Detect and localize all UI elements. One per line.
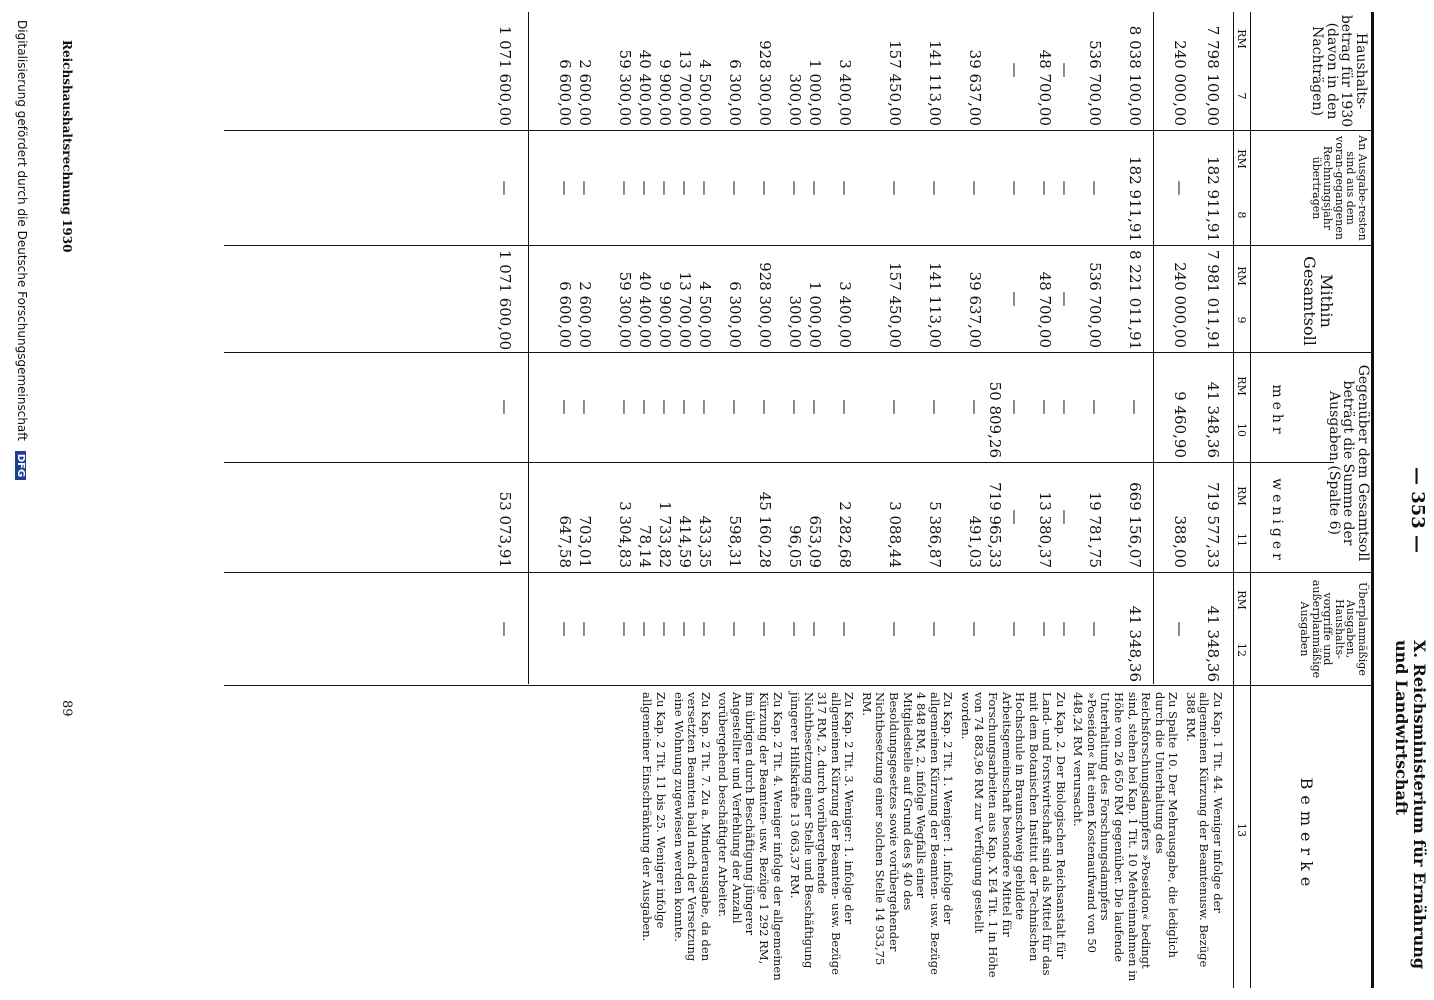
col10-number: 10	[1235, 423, 1248, 437]
table-cell-c12: —	[636, 621, 654, 637]
table-cell-c11: 703,01	[576, 515, 594, 568]
table-cell-c10: —	[1006, 399, 1024, 415]
col12-header: Überplanmäßige Ausgaben, Haushalts-vorgriffe und außerplanmäßige Ausgaben	[1298, 579, 1369, 679]
table-cell-c11: 19 781,75	[1086, 491, 1104, 568]
col7-header: Haushalts-betrag für 1930 (davon in den Nachträgen)	[1308, 14, 1369, 128]
table-cell-c12: 41 348,36	[1204, 605, 1222, 682]
table-cell-c12: —	[676, 621, 694, 637]
table-cell-c7: 6 600,00	[556, 59, 574, 126]
table-cell-c11: 96,05	[786, 525, 804, 568]
total-rule	[1153, 12, 1154, 684]
table-cell-c9: 1 071 600,00	[496, 250, 514, 351]
col10-header: mehr	[1269, 384, 1285, 438]
table-cell-c10: —	[1036, 399, 1054, 415]
col11-number: 11	[1235, 533, 1248, 547]
col13-header: Bemerke	[1297, 777, 1316, 893]
table-cell-c9: 240 000,00	[1171, 262, 1189, 348]
table-cell-c8: —	[926, 180, 944, 196]
table-cell-c10: —	[886, 399, 904, 415]
table-cell-c11: 3 304,83	[616, 501, 634, 568]
col8-unit: RM	[1235, 149, 1248, 169]
table-cell-c10: —	[756, 399, 774, 415]
table-cell-c10: —	[1126, 399, 1144, 415]
table-cell-c12: —	[1036, 621, 1054, 637]
table-cell-c8: —	[836, 180, 854, 196]
table-cell-c10: —	[966, 399, 984, 415]
table-cell-c8: —	[786, 180, 804, 196]
table-cell-c11: 669 156,07	[1126, 482, 1144, 568]
bracket-mehr: 50 809,26	[986, 381, 1004, 458]
table-cell-c12: —	[886, 621, 904, 637]
table-top-rule	[1371, 12, 1374, 988]
remark-item: Zu Kap. 2 Tit. 1. Weniger: 1. infolge der allgemeinen Kürzung der Beamten- usw. Bezüge 4 848 RM, 2. infolge Wegfalls einer Mitgliedstelle auf Grund des § 40 des Besoldungsgesetzes sowie vorübergehender Nichtbesetzung einer solchen Stelle 14 933,75 RM.	[859, 692, 956, 975]
table-cell-c7: —	[1056, 62, 1074, 78]
table-cell-c7: 39 637,00	[966, 49, 984, 126]
remark-item: Zu Kap. 2 Tit. 7. Zu a. Minderausgabe, da den versetzten Beamten bald nach der Versetzung eine Wohnung zugewiesen werden konnte.	[671, 692, 713, 962]
table-cell-c7: 6 300,00	[726, 59, 744, 126]
table-cell-c9: 141 113,00	[926, 262, 944, 348]
col12-unit: RM	[1235, 590, 1248, 610]
unit-row-rule	[1233, 12, 1234, 988]
table-cell-c9: 9 900,00	[656, 281, 674, 348]
table-cell-c7: 300,00	[786, 73, 804, 126]
table-cell-c8: —	[1171, 180, 1189, 196]
table-cell-c9: 4 500,00	[696, 281, 714, 348]
table-cell-c8: —	[556, 180, 574, 196]
col-divider	[224, 572, 1374, 573]
table-cell-c11: —	[1006, 509, 1024, 525]
table-cell-c11: 2 282,68	[836, 501, 854, 568]
table-cell-c7: 59 300,00	[616, 49, 634, 126]
table-cell-c11: 598,31	[726, 515, 744, 568]
table-cell-c8: —	[1056, 180, 1074, 196]
table-cell-c8: —	[726, 180, 744, 196]
table-cell-c9: 8 221 011,91	[1126, 250, 1144, 351]
col11-unit: RM	[1235, 486, 1248, 506]
bracket-weniger: 719 965,33	[986, 482, 1004, 568]
col8-number: 8	[1235, 211, 1248, 219]
col9-header: Mithin Gesamtsoll	[1300, 256, 1336, 346]
table-cell-c12: —	[1056, 621, 1074, 637]
table-cell-c12: —	[756, 621, 774, 637]
col13-number: 13	[1235, 823, 1248, 837]
table-cell-c12: —	[556, 621, 574, 637]
table-cell-c7: 928 300,00	[756, 40, 774, 126]
table-cell-c7: —	[1006, 62, 1024, 78]
table-cell-c9: 300,00	[786, 295, 804, 348]
col7-unit: RM	[1235, 29, 1248, 49]
remark-item: Zu Kap. 2 Tit. 11 bis 25. Weniger infolge allgemeiner Einschränkung der Ausgaben.	[640, 692, 669, 942]
table-cell-c12: —	[696, 621, 714, 637]
table-cell-c12: —	[576, 621, 594, 637]
col9-unit: RM	[1235, 266, 1248, 286]
table-cell-c9: 928 300,00	[756, 262, 774, 348]
col-divider	[224, 462, 1334, 463]
table-cell-c11: 13 380,37	[1036, 491, 1054, 568]
table-cell-c8: —	[756, 180, 774, 196]
table-cell-c12: 41 348,36	[1126, 605, 1144, 682]
table-cell-c12: —	[656, 621, 674, 637]
table-cell-c10: —	[1056, 399, 1074, 415]
table-cell-c7: 48 700,00	[1036, 49, 1054, 126]
table-cell-c9: 6 600,00	[556, 281, 574, 348]
table-cell-c10: —	[636, 399, 654, 415]
table-cell-c9: —	[1056, 291, 1074, 307]
table-cell-c9: —	[1006, 291, 1024, 307]
table-cell-c9: 157 450,00	[886, 262, 904, 348]
page-number: — 353 —	[1407, 466, 1428, 554]
table-cell-c12: —	[926, 621, 944, 637]
table-cell-c8: —	[656, 180, 674, 196]
col10-unit: RM	[1235, 376, 1248, 396]
table-cell-c12: —	[806, 621, 824, 637]
table-cell-c8: —	[576, 180, 594, 196]
table-cell-c10: —	[676, 399, 694, 415]
table-cell-c7: 157 450,00	[886, 40, 904, 126]
table-cell-c10: —	[696, 399, 714, 415]
remark-item: Zu Spalte 10. Der Mehrausgabe, die lediglich durch die Unterhaltung des Reichsforschungsdampfers »Poseidon« bedingt sind, stehen bei Kap. 1 Tit. 10 Mehreinnahmen in Höhe von 26 650 RM gegenüber. Die laufende Unterhaltung des Forschungsdampfers »Poseidon« hat einen Kostenaufwand von 50 448,24 RM verursacht.	[1071, 692, 1181, 982]
table-cell-c12: —	[726, 621, 744, 637]
table-cell-c8: 182 911,91	[1126, 156, 1144, 242]
header-bottom-rule	[1250, 12, 1251, 988]
table-cell-c9: 40 400,00	[636, 271, 654, 348]
total-rule	[528, 12, 529, 684]
table-cell-c10: —	[556, 399, 574, 415]
table-cell-c10: —	[576, 399, 594, 415]
table-cell-c10: —	[1086, 399, 1104, 415]
table-cell-c11: 1 733,82	[656, 501, 674, 568]
table-cell-c10: —	[656, 399, 674, 415]
col-divider	[224, 130, 1374, 131]
table-cell-c8: —	[1006, 180, 1024, 196]
table-cell-c11: 3 088,44	[886, 501, 904, 568]
table-cell-c10: —	[616, 399, 634, 415]
table-cell-c11: 78,14	[636, 525, 654, 568]
col11-header: weniger	[1269, 478, 1285, 564]
table-cell-c7: 8 038 100,00	[1126, 25, 1144, 126]
table-cell-c11: 719 577,33	[1204, 482, 1222, 568]
section-title: X. Reichsministerium für Ernährung und Landwirtschaft	[1392, 640, 1429, 970]
footer-page-number: 89	[59, 700, 74, 717]
table-cell-c8: —	[1086, 180, 1104, 196]
table-cell-c7: 13 700,00	[676, 49, 694, 126]
table-cell-c10: 41 348,36	[1204, 381, 1222, 458]
dfg-logo: DFG	[15, 451, 26, 480]
table-cell-c11: 647,58	[556, 515, 574, 568]
table-cell-c11: 653,09	[806, 515, 824, 568]
table-cell-c12: —	[1171, 621, 1189, 637]
table-cell-c7: 7 798 100,00	[1204, 25, 1222, 126]
table-cell-c8: 182 911,91	[1204, 156, 1222, 242]
table-cell-c10: —	[786, 399, 804, 415]
table-cell-c12: —	[836, 621, 854, 637]
table-cell-c11: 388,00	[1171, 515, 1189, 568]
col12-number: 12	[1235, 643, 1248, 657]
table-cell-c9: 48 700,00	[1036, 271, 1054, 348]
table-cell-c8: —	[1036, 180, 1054, 196]
table-cell-c12: —	[496, 621, 514, 637]
table-cell-c8: —	[636, 180, 654, 196]
remark-item: Zu Kap. 2 Tit. 4. Weniger infolge der allgemeinen Kürzung der Beamten- usw. Bezüge 1 292 RM, im übrigen durch Beschäftigung jüngerer Angestellter und Verfehlung der Anzahl vorübergehend beschäftigter Arbeiter.	[716, 692, 785, 981]
table-cell-c12: —	[1006, 621, 1024, 637]
table-cell-c10: —	[726, 399, 744, 415]
remark-item: Zu Kap. 1 Tit. 44. Weniger infolge der allgemeinen Kürzung der Beamtenusw. Bezüge 388 RM.	[1183, 692, 1225, 968]
table-cell-c11: 5 386,87	[926, 501, 944, 568]
col9-number: 9	[1235, 316, 1248, 324]
table-cell-c9: 13 700,00	[676, 271, 694, 348]
table-cell-c11: 491,03	[966, 515, 984, 568]
remark-item: Zu Kap. 2. Der Biologischen Reichsanstalt für Land- und Forstwirtschaft sind als Mittel für das mit dem Botanischen Institut der Technischen Hochschule in Braunschweig gebildete Arbeitsgemeinschaft besondere Mittel für Forschungsarbeiten aus Kap. X E4 Tit. 1 in Höhe von 74 883,96 RM zur Verfügung gestellt worden.	[958, 692, 1068, 978]
table-cell-c8: —	[886, 180, 904, 196]
table-cell-c9: 59 300,00	[616, 271, 634, 348]
table-cell-c11: 433,35	[696, 515, 714, 568]
table-cell-c8: —	[496, 180, 514, 196]
digitization-note	[15, 20, 29, 980]
table-cell-c9: 7 981 011,91	[1204, 250, 1222, 351]
table-cell-c11: 45 160,28	[756, 491, 774, 568]
table-cell-c11: 414,59	[676, 515, 694, 568]
table-cell-c10: —	[806, 399, 824, 415]
table-cell-c12: —	[786, 621, 804, 637]
col7-number: 7	[1235, 92, 1248, 100]
table-cell-c7: 1 071 600,00	[496, 25, 514, 126]
remarks-column	[640, 692, 1224, 982]
table-cell-c12: —	[616, 621, 634, 637]
table-cell-c7: 1 000,00	[806, 59, 824, 126]
table-cell-c7: 2 600,00	[576, 59, 594, 126]
table-cell-c12: —	[966, 621, 984, 637]
table-cell-c7: 4 500,00	[696, 59, 714, 126]
table-cell-c8: —	[806, 180, 824, 196]
footer-title: Reichshaushaltsrechnung 1930	[60, 40, 74, 253]
group-header: Gegenüber dem Gesamtsoll beträgt die Summe der Ausgaben (Spalte 6)	[1325, 364, 1371, 562]
table-cell-c7: 9 900,00	[656, 59, 674, 126]
table-cell-c8: —	[616, 180, 634, 196]
table-cell-c9: 2 600,00	[576, 281, 594, 348]
table-cell-c9: 6 300,00	[726, 281, 744, 348]
table-cell-c8: —	[966, 180, 984, 196]
table-cell-c10: —	[836, 399, 854, 415]
table-cell-c8: —	[676, 180, 694, 196]
col-divider	[224, 245, 1374, 246]
table-cell-c9: 3 400,00	[836, 281, 854, 348]
table-cell-c7: 40 400,00	[636, 49, 654, 126]
table-cell-c10: —	[496, 399, 514, 415]
remark-item: Zu Kap. 2 Tit. 3. Weniger: 1. infolge der allgemeinen Kürzung der Beamten- usw. Bezüge 317 RM, 2. durch vorübergehende Nichtbesetzung einer Stelle und Beschäftigung jüngerer Hilfskräfte 13 063,37 RM.	[788, 692, 857, 975]
table-cell-c7: 141 113,00	[926, 40, 944, 126]
table-cell-c12: —	[1086, 621, 1104, 637]
table-cell-c10: —	[926, 399, 944, 415]
table-cell-c7: 536 700,00	[1086, 40, 1104, 126]
table-cell-c11: —	[1056, 509, 1074, 525]
table-cell-c8: —	[696, 180, 714, 196]
table-cell-c9: 536 700,00	[1086, 262, 1104, 348]
table-cell-c10: 9 460,90	[1171, 391, 1189, 458]
col8-header: An Ausgabe-resten sind aus dem voran-gegangenen Rechnungsjahr übertragen	[1309, 135, 1369, 241]
table-cell-c11: 53 073,91	[496, 491, 514, 568]
table-cell-c9: 1 000,00	[806, 281, 824, 348]
digitization-text: Digitalisierung gefördert durch die Deutsche Forschungsgemeinschaft	[15, 20, 29, 442]
table-cell-c7: 3 400,00	[836, 59, 854, 126]
table-cell-c7: 240 000,00	[1171, 40, 1189, 126]
col-divider	[224, 352, 1374, 353]
col-divider	[224, 685, 1374, 686]
table-cell-c9: 39 637,00	[966, 271, 984, 348]
